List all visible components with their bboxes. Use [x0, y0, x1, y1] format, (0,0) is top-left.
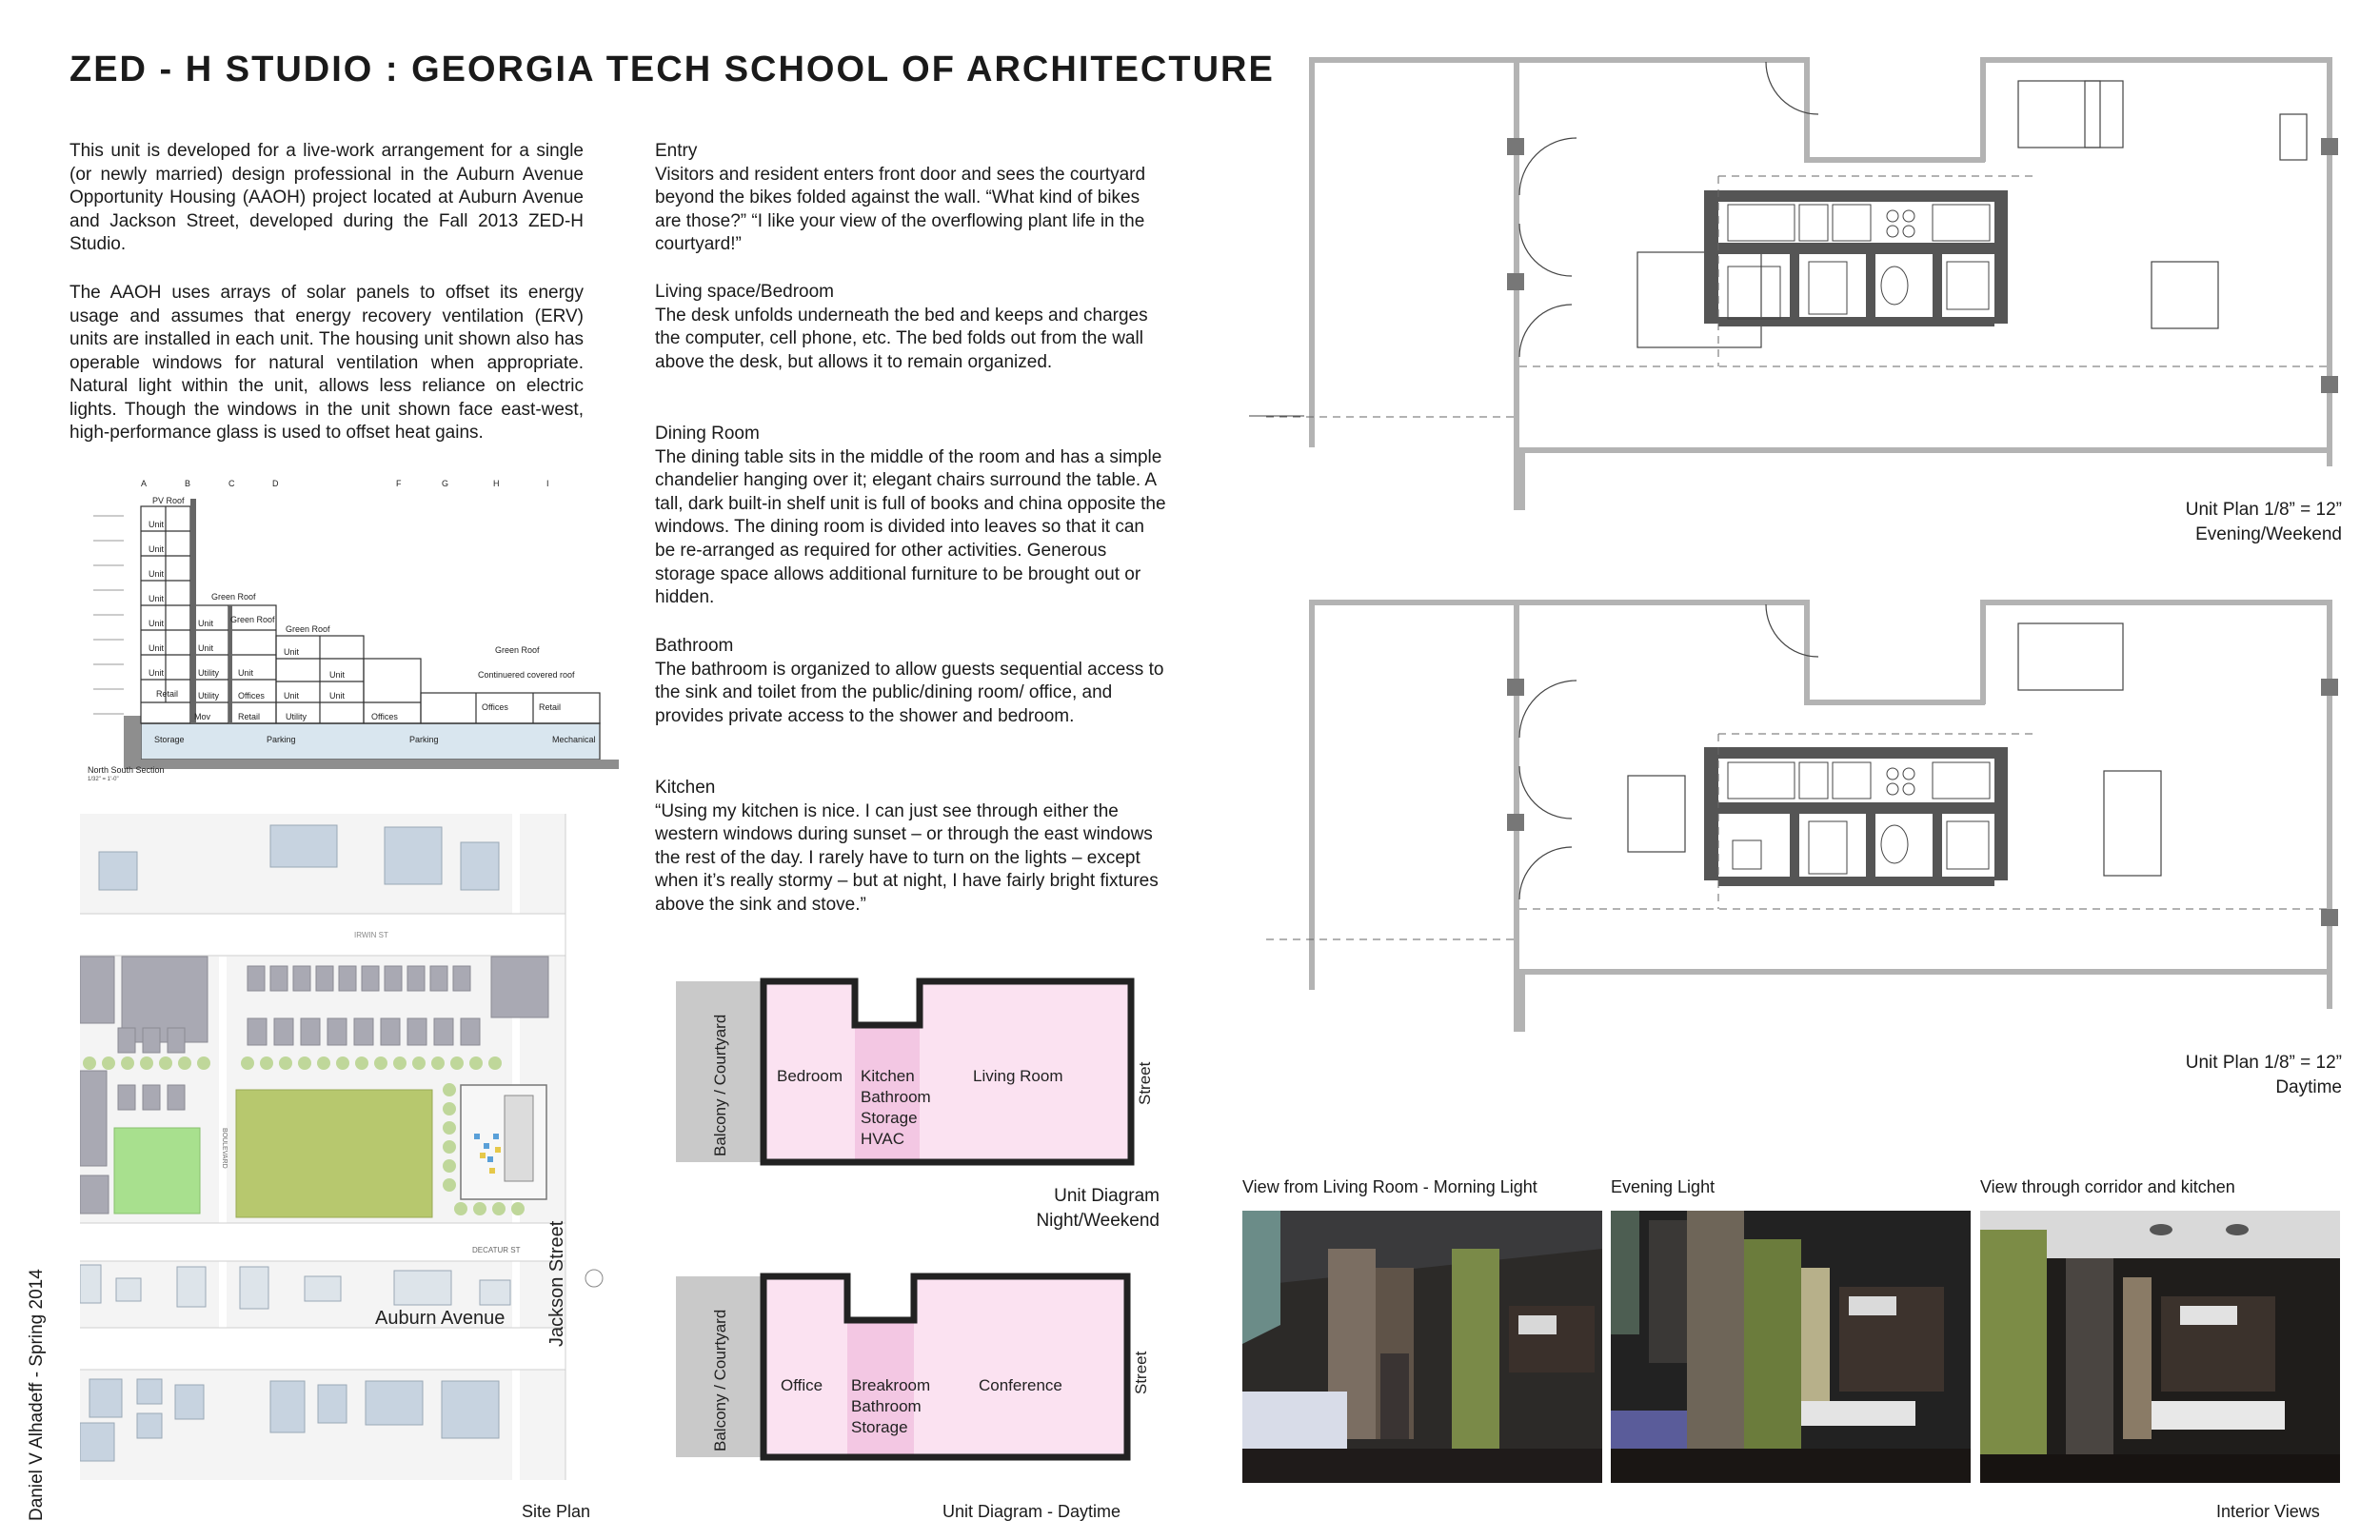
section-bathroom [655, 635, 1169, 728]
section-entry [655, 140, 1169, 257]
section-label: Green Roof [495, 645, 540, 655]
section-label: Unit [284, 647, 300, 657]
room-label: Conference [979, 1376, 1062, 1394]
room-label: Bedroom [777, 1067, 843, 1085]
section-living-bedroom [655, 281, 1169, 374]
interior-label-morning: View from Living Room - Morning Light [1242, 1177, 1537, 1196]
section-label: Unit [284, 691, 300, 701]
unit-diagram-day [676, 1271, 1190, 1461]
grid-letter: B [185, 479, 191, 488]
site-plan-map [80, 814, 613, 1480]
caption-line: Unit Plan 1/8” = 12” [2185, 1053, 2342, 1073]
page-title: ZED - H STUDIO : GEORGIA TECH SCHOOL OF ARCHITECTURE [69, 49, 1275, 89]
section-body: Visitors and resident enters front door and sees the courtyard beyond the bikes folded against the wall. “What kind of bikes are those?” “I like your view of the overflowing plant life in the courtyard!” [655, 164, 1146, 255]
unit-plan-evening-caption [1904, 498, 2342, 547]
section-scale: 1/32" = 1'-0" [88, 777, 119, 782]
author-credit: Daniel V Alhadeff - Spring 2014 [27, 1269, 47, 1521]
interior-views-caption: Interior Views [2216, 1502, 2320, 1521]
grid-letter: C [228, 479, 235, 488]
grid-letter: I [546, 479, 549, 488]
section-drawing [86, 478, 619, 782]
section-heading: Entry [655, 141, 698, 161]
section-body: The dining table sits in the middle of the room and has a simple chandelier hanging over it; elegant chairs surround the table. A tall, dark built-in shelf unit is full of books and china opposite the windows. The dining room is divided into leaves so that it can be re-arranged as required for other activities. Generous storage space allows additional furniture to be brought out or hidden. [655, 446, 1166, 608]
section-label: Unit [149, 594, 165, 603]
intro-paragraph-1: This unit is developed for a live-work arrangement for a single (or newly married) design professional in the Auburn Avenue Opportunity Housing (AAOH) project located at Auburn Avenue and Jackson Street, developed during the Fall 2013 ZED-H Studio. [69, 141, 584, 254]
intro-paragraph-2: The AAOH uses arrays of solar panels to offset its energy usage and assumes that energy recovery ventilation (ERV) units are installed in each unit. The housing unit shown also has operable windows for natural ventilation when appropriate. Natural light within the unit, allows less reliance on electric lights. Though the windows in the unit shown face east-west, high-performance glass is used to offset heat gains. [69, 283, 584, 443]
balcony-label: Balcony / Courtyard [711, 1014, 729, 1156]
section-label: Green Roof [286, 624, 330, 634]
section-label: Unit [149, 569, 165, 579]
section-label: Unit [149, 619, 165, 628]
balcony-label: Balcony / Courtyard [711, 1309, 729, 1451]
section-label: Storage [154, 735, 185, 744]
core-label: Kitchen [861, 1067, 915, 1085]
section-label: Unit [238, 668, 254, 678]
section-label: Retail [238, 712, 261, 721]
section-heading: Dining Room [655, 424, 760, 444]
unit-diagram-night-caption [952, 1184, 1160, 1234]
unit-diagram-day-caption: Unit Diagram - Daytime [942, 1502, 1121, 1521]
section-label: Offices [238, 691, 265, 701]
core-label: Bathroom [861, 1088, 931, 1106]
caption-line: Unit Plan 1/8” = 12” [2185, 500, 2342, 520]
core-label: HVAC [861, 1130, 904, 1148]
section-labels [149, 496, 596, 744]
street-label: IRWIN ST [354, 931, 388, 939]
section-caption: North South Section [88, 765, 165, 775]
caption-line: Unit Diagram [1054, 1186, 1160, 1206]
section-label: Continuered covered roof [478, 670, 575, 680]
core-label: Storage [861, 1109, 918, 1127]
street-label: Street [1136, 1061, 1154, 1105]
section-label: Unit [329, 691, 346, 701]
room-label: Office [781, 1376, 823, 1394]
grid-letter: F [396, 479, 402, 488]
section-label: Retail [156, 689, 179, 699]
section-label: Green Roof [230, 615, 275, 624]
section-label: Unit [149, 520, 165, 529]
section-body: “Using my kitchen is nice. I can just see through either the western windows during sunset – or through the east windows the rest of the day. I rarely have to turn on the lights – except when it’s really stormy – but at night, I have fairly bright fixtures above the sink and stove.” [655, 800, 1159, 915]
section-label: Utility [198, 668, 219, 678]
section-dining-room [655, 423, 1169, 610]
core-label: Storage [851, 1418, 908, 1436]
section-label: Green Roof [211, 592, 256, 602]
caption-line: Night/Weekend [1036, 1211, 1160, 1231]
section-label: Utility [286, 712, 307, 721]
section-label: Unit [149, 544, 165, 554]
interior-label-evening: Evening Light [1611, 1177, 1716, 1196]
section-label: Utility [198, 691, 219, 701]
unit-plan-day-caption [1904, 1051, 2342, 1100]
core-label: Breakroom [851, 1376, 931, 1394]
section-label: Unit [198, 643, 214, 653]
section-label: Parking [267, 735, 296, 744]
unit-plan-evening [1238, 52, 2342, 519]
street-label: DECATUR ST [472, 1246, 521, 1254]
section-grid-letters [141, 479, 549, 488]
section-heading: Kitchen [655, 778, 716, 798]
interior-render-morning [1242, 1211, 1602, 1483]
section-label: PV Roof [152, 496, 185, 505]
jackson-street-label: Jackson Street [546, 1220, 567, 1347]
interior-render-evening [1611, 1211, 1971, 1483]
section-kitchen [655, 777, 1177, 918]
section-label: Unit [329, 670, 346, 680]
section-body: The bathroom is organized to allow guests sequential access to the sink and toilet from the public/dining room/ office, and provides private access to the shower and bedroom. [655, 659, 1164, 726]
section-label: Unit [149, 668, 165, 678]
section-body: The desk unfolds underneath the bed and keeps and charges the computer, cell phone, etc. The bed folds out from the wall above the desk, but allows it to remain organized. [655, 305, 1148, 372]
grid-letter: H [493, 479, 500, 488]
core-label: Bathroom [851, 1397, 922, 1415]
section-label: Mov [194, 712, 211, 721]
auburn-avenue-label: Auburn Avenue [375, 1308, 506, 1329]
grid-letter: G [442, 479, 449, 488]
section-label: Offices [482, 702, 508, 712]
caption-line: Evening/Weekend [2195, 524, 2342, 544]
section-heading: Living space/Bedroom [655, 282, 834, 302]
section-label: Unit [198, 619, 214, 628]
section-label: Mechanical [552, 735, 596, 744]
interior-label-corridor: View through corridor and kitchen [1980, 1177, 2235, 1196]
section-label: Retail [539, 702, 562, 712]
grid-letter: D [272, 479, 279, 488]
section-label: Offices [371, 712, 398, 721]
grid-letter: A [141, 479, 148, 488]
interior-render-corridor [1980, 1211, 2340, 1483]
section-heading: Bathroom [655, 636, 734, 656]
section-label: Unit [149, 643, 165, 653]
room-label: Living Room [973, 1067, 1063, 1085]
street-label: BOULEVARD [221, 1128, 228, 1169]
caption-line: Daytime [2275, 1077, 2342, 1097]
unit-diagram-night [676, 976, 1190, 1166]
unit-plan-day [1238, 595, 2342, 1052]
site-plan-caption: Site Plan [522, 1502, 591, 1521]
section-label: Parking [409, 735, 439, 744]
street-label: Street [1132, 1351, 1150, 1394]
